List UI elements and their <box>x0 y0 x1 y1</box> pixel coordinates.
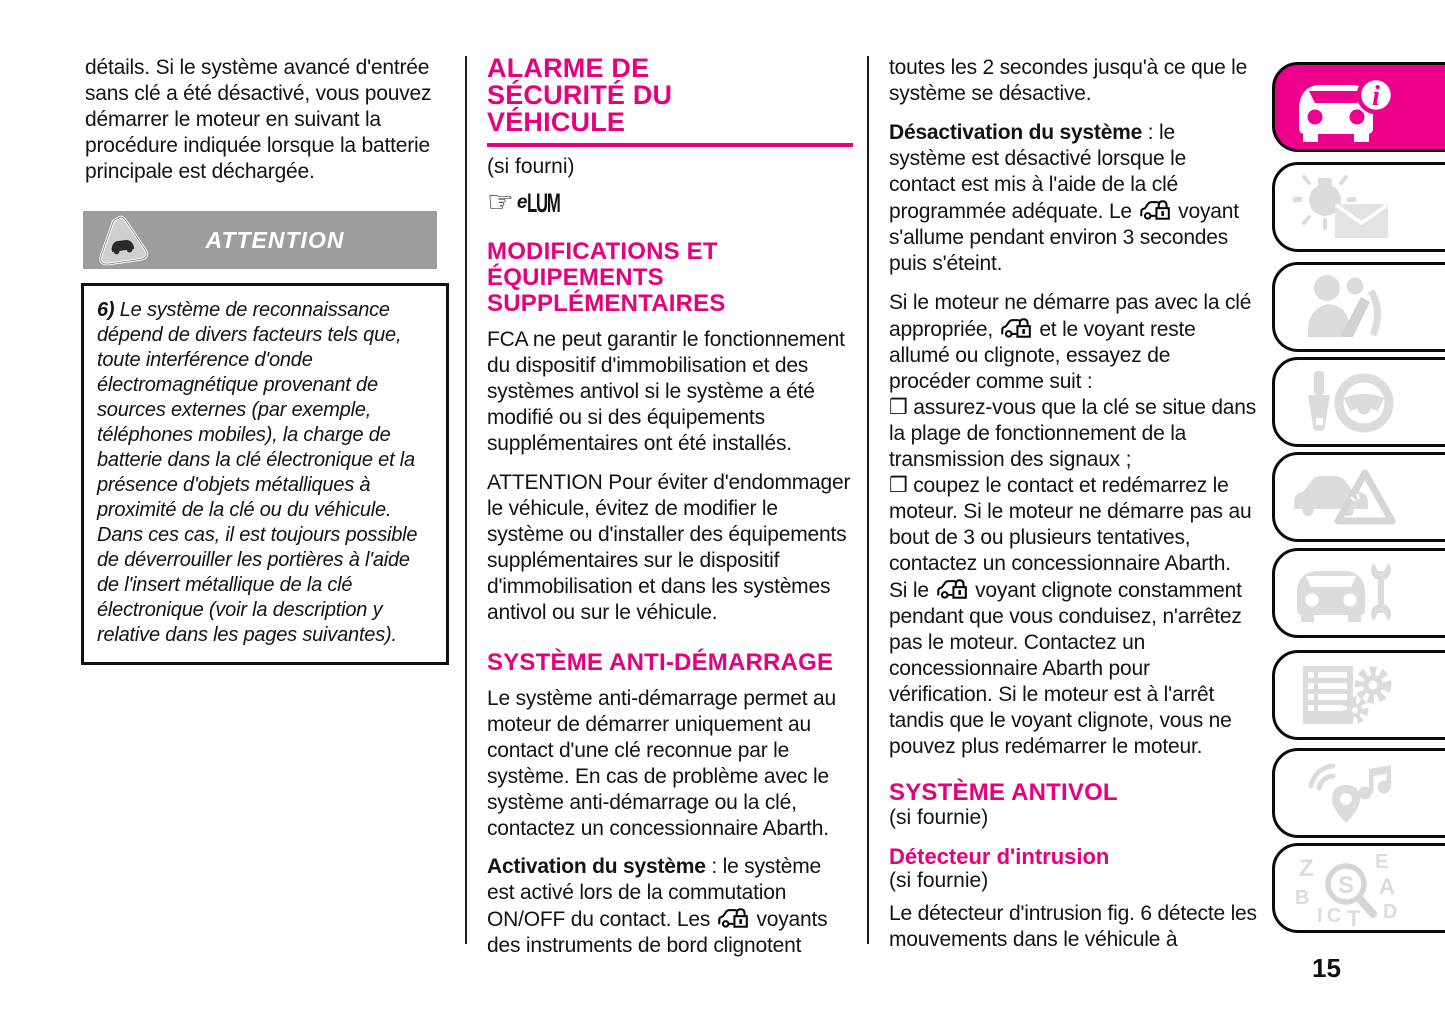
heading-anti-demarrage: SYSTÈME ANTI-DÉMARRAGE <box>487 649 834 676</box>
right-column <box>889 55 1257 966</box>
deactivation-paragraph: Désactivation du système : le système est désactivé lorsque le contact est mis à l'aide de la clé programmée adéquate. Le voyant s'allume pendant environ 3 secondes puis s'éteint. <box>889 121 1239 275</box>
paragraph: toutes les 2 secondes jusqu'à ce que le système se désactive. <box>889 56 1248 105</box>
section-title: ALARME DE SÉCURITÉ DU VÉHICULE <box>487 53 673 137</box>
warning-light-envelope-icon <box>1291 172 1401 242</box>
pointing-hand-icon: ☞ <box>487 185 514 220</box>
sidebar-tab-vehicle-info[interactable] <box>1272 62 1445 152</box>
note-number: 6) <box>97 299 115 321</box>
svg-text:C: C <box>1327 905 1342 926</box>
heading-intrusion: Détecteur d'intrusion <box>889 844 1110 869</box>
warning-triangle-icon <box>93 213 151 269</box>
intro-paragraph: détails. Si le système avancé d'entrée sans clé a été désactivé, vous pouvez démarrer le moteur en suivant la procédure indiquée lorsque la batterie principale est déchargée. <box>85 56 432 183</box>
car-wrench-icon <box>1291 557 1401 629</box>
title-subnote: (si fourni) <box>487 155 575 178</box>
svg-text:Z: Z <box>1299 855 1314 882</box>
key-steering-wheel-icon <box>1291 366 1401 438</box>
note-box <box>81 283 449 665</box>
activation-paragraph: Activation du système : le système est activé lors de la commutation ON/OFF du contact. Les voyants des instruments de bord clignotent <box>487 855 828 957</box>
antivol-subnote: (si fournie) <box>889 806 989 829</box>
immobilizer-warning-icon <box>1139 198 1172 222</box>
sidebar-tab-starting-driving[interactable] <box>1272 357 1445 447</box>
immobilizer-warning-icon <box>936 577 969 601</box>
sidebar-tab-technical-data[interactable] <box>1272 650 1445 740</box>
heading-antivol: SYSTÈME ANTIVOL <box>889 779 1118 806</box>
antenna-music-pin-icon <box>1291 757 1401 829</box>
see-elum-reference: ☞ e LUM <box>487 185 561 220</box>
svg-text:I: I <box>1317 905 1323 926</box>
svg-text:S: S <box>1337 872 1355 899</box>
sidebar-tab-safety[interactable] <box>1272 262 1445 352</box>
sidebar-tab-emergency[interactable] <box>1272 452 1445 542</box>
paragraph: Si le moteur ne démarre pas avec la clé appropriée, et le voyant reste allumé ou clignote, essayez de procéder comme suit : <box>889 291 1252 393</box>
middle-column <box>487 55 853 972</box>
specifications-gears-icon <box>1291 659 1401 731</box>
title-rule <box>487 143 853 147</box>
paragraph: Le système anti-démarrage permet au moteur de démarrer uniquement au contact d'une clé reconnue par le système. En cas de problème avec le système anti-démarrage ou la clé, contactez un concessionnaire Abarth. <box>487 687 837 840</box>
heading-modifications: MODIFICATIONS ET ÉQUIPEMENTS SUPPLÉMENTAIRES <box>487 238 726 317</box>
column-divider <box>465 56 467 944</box>
left-column <box>85 55 437 665</box>
sidebar-tab-maintenance[interactable] <box>1272 548 1445 638</box>
paragraph: Si le voyant clignote constamment pendant que vous conduisez, n'arrêtez pas le moteur. Contactez un concessionnaire Abarth pour vérification. Si le moteur est à l'arrêt tandis que le voyant clignote, vous ne pouvez plus redémarrer le moteur. <box>889 579 1242 758</box>
column-divider <box>867 56 869 944</box>
svg-text:B: B <box>1295 887 1310 909</box>
svg-text:T: T <box>1347 906 1361 926</box>
car-info-icon <box>1291 70 1401 144</box>
immobilizer-warning-icon <box>1000 316 1033 340</box>
paragraph: Le détecteur d'intrusion fig. 6 détecte les mouvements dans le véhicule à <box>889 902 1257 951</box>
svg-text:i: i <box>1372 81 1380 112</box>
attention-banner <box>83 211 437 269</box>
paragraph: ATTENTION Pour éviter d'endommager le véhicule, évitez de modifier le système ou d'installer des équipements supplémentaires sur le dispositif d'immobilisation et dans les systèmes antivol ou sur le véhicule. <box>487 471 851 624</box>
occupant-seatbelt-icon <box>1291 271 1401 343</box>
paragraph: FCA ne peut garantir le fonctionnement du dispositif d'immobilisation et des systèmes antivol si le système a été modifié ou si des équipements supplémentaires ont été installés. <box>487 328 845 455</box>
alphabetical-index-magnifier-icon <box>1291 850 1407 926</box>
car-warning-triangle-icon <box>1291 461 1403 533</box>
sidebar-tab-multimedia[interactable] <box>1272 748 1445 838</box>
bullet-item: ❒ coupez le contact et redémarrez le moteur. Si le moteur ne démarre pas au bout de 3 ou plusieurs tentatives, contactez un concessionnaire Abarth. <box>889 474 1252 575</box>
svg-text:A: A <box>1379 874 1395 899</box>
elum-logo: e <box>516 192 528 213</box>
immobilizer-warning-icon <box>717 906 750 930</box>
attention-label: ATTENTION <box>205 226 345 253</box>
sidebar-tab-warning-lights-messages[interactable] <box>1272 162 1445 252</box>
intrusion-subnote: (si fournie) <box>889 869 989 892</box>
sidebar-tab-index[interactable] <box>1272 843 1445 933</box>
page-number: 15 <box>1312 953 1341 983</box>
svg-text:E: E <box>1375 851 1389 873</box>
svg-text:D: D <box>1383 901 1398 923</box>
bullet-item: ❒ assurez-vous que la clé se situe dans la plage de fonctionnement de la transmission des signaux ; <box>889 396 1257 471</box>
note-text: 6) Le système de reconnaissance dépend de divers facteurs tels que, toute interférence d'onde électromagnétique provenant de sources externes (par exemple, téléphones mobiles), la charge de batterie dans la clé électronique et la présence d'objets métalliques à proximité de la clé ou du véhicule. Dans ces cas, il est toujours possible de déverrouiller les portières à l'aide de l'insert métallique de la clé électronique (voir la description y relative dans les pages suivantes). <box>97 299 418 646</box>
